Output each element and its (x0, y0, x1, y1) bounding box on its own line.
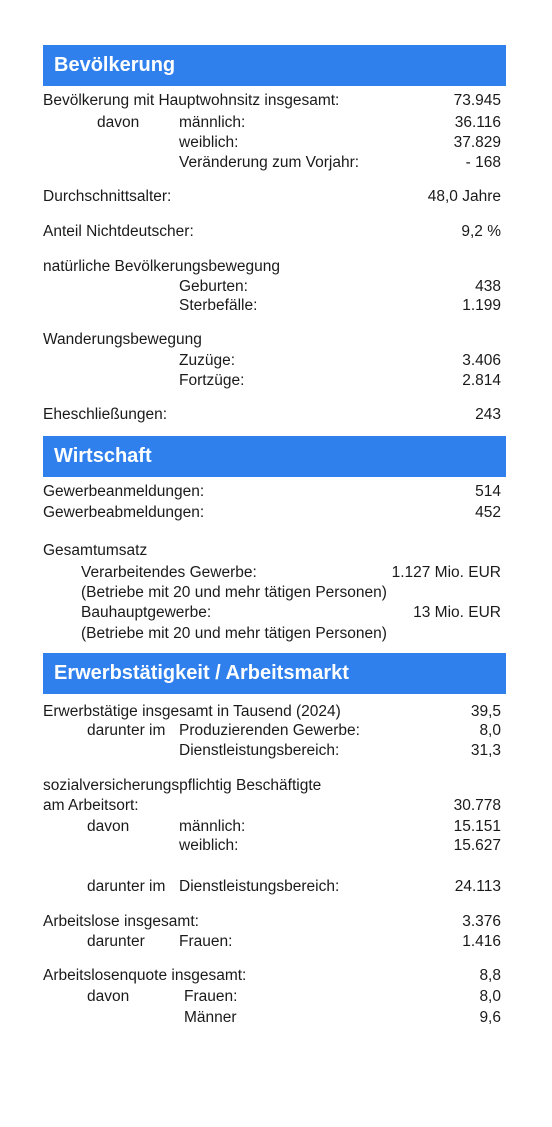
unemployment-rate-label: Arbeitslosenquote insgesamt: (43, 967, 247, 984)
employed-total-label: Erwerbstätige insgesamt in Tausend (2024) (43, 703, 341, 720)
population-male-label: männlich: (179, 114, 246, 131)
population-female-value: 37.829 (453, 134, 501, 151)
population-davon-label: davon (97, 114, 140, 131)
rate-davon-label: davon (87, 988, 130, 1005)
svb-dienst-value: 24.113 (454, 878, 501, 895)
inflow-value: 3.406 (462, 352, 501, 369)
svb-male-label: männlich: (179, 818, 246, 835)
employed-darunter-im-label: darunter im (87, 722, 166, 739)
unemployed-total-value: 3.376 (462, 913, 501, 930)
unemployment-rate-value: 8,8 (479, 967, 501, 984)
svb-label-line1: sozialversicherungspflichtig Beschäftigte (43, 777, 322, 794)
rate-women-label: Frauen: (184, 988, 238, 1005)
business-deregistrations-label: Gewerbeabmeldungen: (43, 504, 205, 521)
rate-men-value: 9,6 (479, 1009, 501, 1026)
svb-davon-label: davon (87, 818, 130, 835)
manufacturing-note: (Betriebe mit 20 und mehr tätigen Personen) (81, 584, 387, 601)
average-age-label: Durchschnittsalter: (43, 188, 172, 205)
unemployed-darunter-label: darunter (87, 933, 145, 950)
manufacturing-label: Verarbeitendes Gewerbe: (81, 564, 257, 581)
outflow-value: 2.814 (462, 372, 501, 389)
business-registrations-value: 514 (475, 483, 501, 500)
turnover-label: Gesamtumsatz (43, 542, 148, 559)
foreign-share-label: Anteil Nichtdeutscher: (43, 223, 194, 240)
outflow-label: Fortzüge: (179, 372, 245, 389)
svb-female-label: weiblich: (179, 837, 239, 854)
svb-value: 30.778 (453, 797, 501, 814)
unemployed-women-value: 1.416 (462, 933, 501, 950)
population-total-value: 73.945 (453, 92, 501, 109)
deaths-value: 1.199 (462, 297, 501, 314)
population-change-label: Veränderung zum Vorjahr: (179, 154, 360, 171)
inflow-label: Zuzüge: (179, 352, 236, 369)
deaths-label: Sterbefälle: (179, 297, 258, 314)
population-male-value: 36.116 (454, 114, 501, 131)
construction-note: (Betriebe mit 20 und mehr tätigen Personen) (81, 625, 387, 642)
employed-produzierend-label: Produzierenden Gewerbe: (179, 722, 360, 739)
foreign-share-value: 9,2 % (461, 223, 501, 240)
births-value: 438 (475, 278, 501, 295)
rate-women-value: 8,0 (479, 988, 501, 1005)
population-female-label: weiblich: (179, 134, 239, 151)
svb-darunter-im-label: darunter im (87, 878, 166, 895)
population-total-label: Bevölkerung mit Hauptwohnsitz insgesamt: (43, 92, 340, 109)
unemployed-women-label: Frauen: (179, 933, 233, 950)
svb-dienst-label: Dienstleistungsbereich: (179, 878, 340, 895)
employed-dienst-value: 31,3 (470, 742, 501, 759)
employed-dienst-label: Dienstleistungsbereich: (179, 742, 340, 759)
svb-female-value: 15.627 (453, 837, 501, 854)
construction-value: 13 Mio. EUR (413, 604, 501, 621)
section-header-arbeitsmarkt: Erwerbstätigkeit / Arbeitsmarkt (43, 653, 506, 694)
section-header-bevoelkerung: Bevölkerung (43, 45, 506, 86)
migration-label: Wanderungsbewegung (43, 331, 202, 348)
employed-produzierend-value: 8,0 (479, 722, 501, 739)
manufacturing-value: 1.127 Mio. EUR (391, 564, 501, 581)
natural-movement-label: natürliche Bevölkerungsbewegung (43, 258, 280, 275)
unemployed-total-label: Arbeitslose insgesamt: (43, 913, 199, 930)
business-deregistrations-value: 452 (475, 504, 501, 521)
marriages-value: 243 (475, 406, 501, 423)
births-label: Geburten: (179, 278, 248, 295)
section-header-wirtschaft: Wirtschaft (43, 436, 506, 477)
population-change-value: - 168 (465, 154, 501, 171)
construction-label: Bauhauptgewerbe: (81, 604, 212, 621)
employed-total-value: 39,5 (470, 703, 501, 720)
rate-men-label: Männer (184, 1009, 237, 1026)
average-age-value: 48,0 Jahre (427, 188, 501, 205)
marriages-label: Eheschließungen: (43, 406, 168, 423)
business-registrations-label: Gewerbeanmeldungen: (43, 483, 205, 500)
svb-label-line2: am Arbeitsort: (43, 797, 139, 814)
svb-male-value: 15.151 (453, 818, 501, 835)
